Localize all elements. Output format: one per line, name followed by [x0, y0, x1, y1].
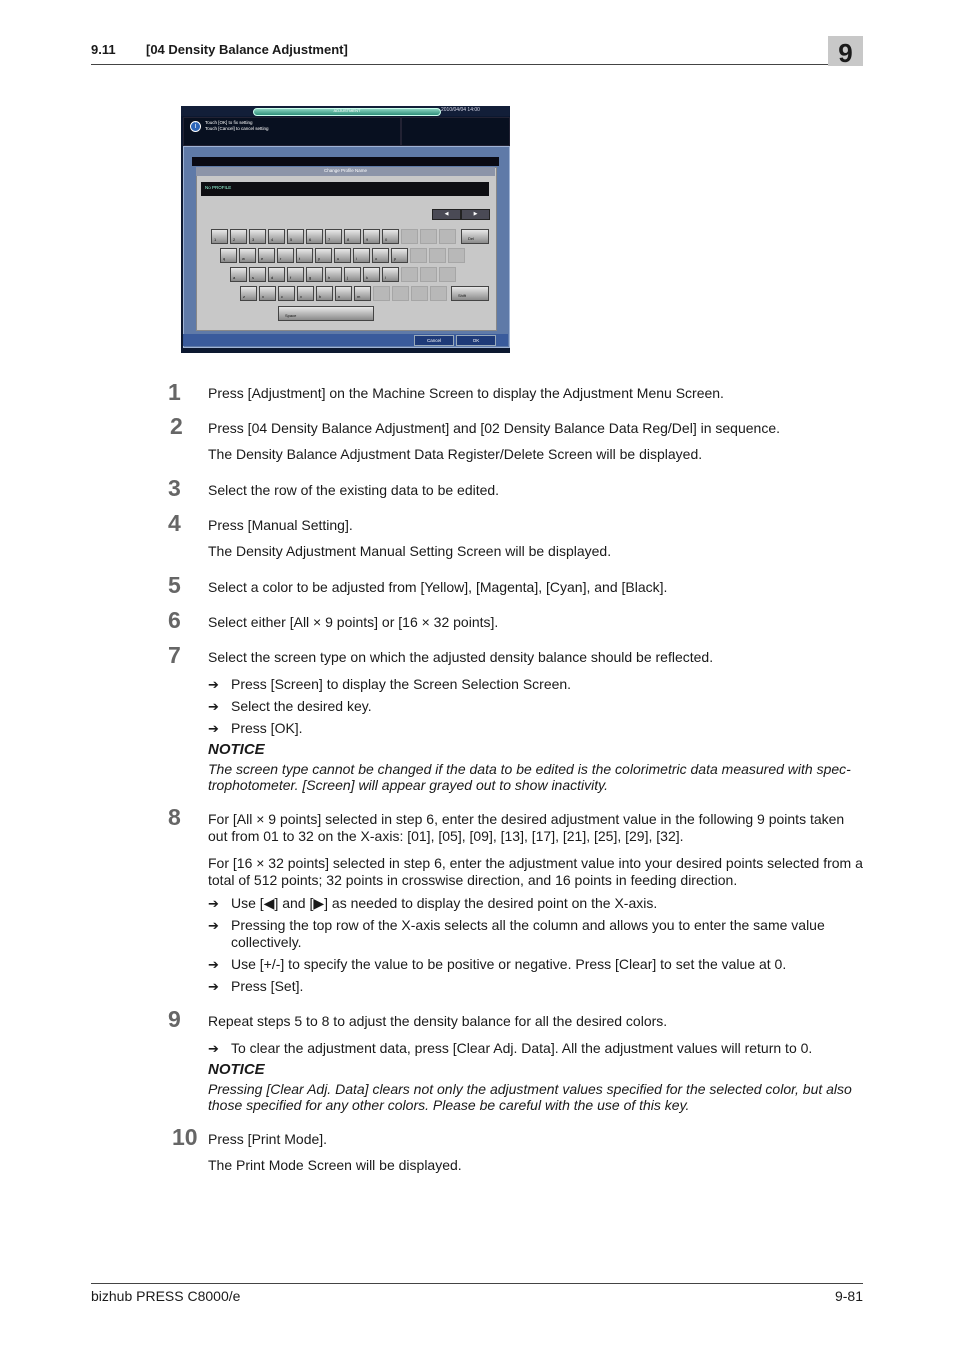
key-label: u: [337, 256, 340, 261]
disabled-key: [420, 229, 437, 244]
step-3-number: 3: [168, 475, 181, 501]
step-7-number: 7: [168, 642, 181, 668]
arrow-icon: ➔: [208, 677, 219, 692]
key-label: k: [366, 275, 368, 280]
key-label: m: [357, 294, 361, 299]
key-m[interactable]: [354, 286, 371, 301]
key-label: a: [233, 275, 236, 280]
key-w[interactable]: [239, 248, 256, 263]
disabled-key: [429, 248, 446, 263]
arrow-icon: ➔: [208, 979, 219, 994]
key-label: 5: [290, 237, 293, 242]
step-5-text: Select a color to be adjusted from [Yellow], [Magenta], [Cyan], and [Black].: [208, 579, 668, 595]
disabled-key: [448, 248, 465, 263]
key-e[interactable]: [258, 248, 275, 263]
key-1[interactable]: [211, 229, 228, 244]
key-g[interactable]: [306, 267, 323, 282]
key-3[interactable]: [249, 229, 266, 244]
key-v[interactable]: [297, 286, 314, 301]
panel-dark-bar: [192, 157, 499, 166]
key-z[interactable]: [240, 286, 257, 301]
key-label: 0: [385, 237, 388, 242]
key-b[interactable]: [316, 286, 333, 301]
key-k[interactable]: [363, 267, 380, 282]
key-4[interactable]: [268, 229, 285, 244]
key-label: w: [242, 256, 245, 261]
step-6-text: Select either [All × 9 points] or [16 × 32 points].: [208, 614, 499, 630]
key-y[interactable]: [315, 248, 332, 263]
footer-product: bizhub PRESS C8000/e: [91, 1288, 241, 1304]
key-label: h: [328, 275, 331, 280]
key-label: p: [394, 256, 397, 261]
step-4-result: The Density Adjustment Manual Setting Screen will be displayed.: [208, 543, 612, 559]
arrow-icon: ➔: [208, 721, 219, 736]
key-j[interactable]: [344, 267, 361, 282]
key-5[interactable]: [287, 229, 304, 244]
profile-name-value: No PROFILE: [205, 185, 232, 190]
step-5-number: 5: [168, 572, 181, 598]
section-title: [04 Density Balance Adjustment]: [146, 42, 348, 57]
panel-title-pill: [253, 108, 441, 116]
disabled-key: [401, 267, 418, 282]
key-label: g: [309, 275, 312, 280]
step-9-number: 9: [168, 1006, 181, 1032]
step-8-bullet-text: Pressing the top row of the X-axis selects all the column and allows you to enter the same value collectively.: [231, 917, 825, 950]
panel-message-line2: Touch [Cancel] to cancel setting: [205, 126, 269, 131]
key-0[interactable]: [382, 229, 399, 244]
panel-message-line1: Touch [OK] to fix setting: [205, 120, 253, 125]
key-s[interactable]: [249, 267, 266, 282]
dialog-title-bar: [196, 167, 495, 176]
panel-screenshot: [181, 106, 510, 353]
key-h[interactable]: [325, 267, 342, 282]
step-7-text: Select the screen type on which the adjusted density balance should be reflected.: [208, 649, 714, 665]
step-9-bullet-text: To clear the adjustment data, press [Clear Adj. Data]. All the adjustment values will return to 0.: [231, 1040, 813, 1056]
step-10-text: Press [Print Mode].: [208, 1131, 328, 1147]
shift-key[interactable]: [451, 286, 489, 301]
step-7-bullet-text: Press [Screen] to display the Screen Selection Screen.: [231, 676, 572, 692]
step-8-bullet-text: Press [Set].: [231, 978, 304, 994]
key-o[interactable]: [372, 248, 389, 263]
ok-button[interactable]: OK: [456, 335, 496, 346]
disabled-key: [439, 267, 456, 282]
step-2-number: 2: [170, 413, 183, 439]
key-8[interactable]: [344, 229, 361, 244]
disabled-key: [392, 286, 409, 301]
step-2-text: Press [04 Density Balance Adjustment] and [02 Density Balance Data Reg/Del] in sequence.: [208, 420, 780, 436]
key-label: j: [347, 275, 348, 280]
step-4-text: Press [Manual Setting].: [208, 517, 353, 533]
footer-page-number: 9-81: [834, 1288, 863, 1304]
notice-text: Pressing [Clear Adj. Data] clears not only the adjustment values specified for the selected color, but also those specified for any other colors. Please be careful with the use of this key.: [208, 1081, 852, 1113]
key-i[interactable]: [353, 248, 370, 263]
step-7-bullet-text: Press [OK].: [231, 720, 303, 736]
notice-heading: NOTICE: [208, 1061, 265, 1078]
cursor-right-button[interactable]: ▶: [461, 209, 490, 220]
del-key-label: Del: [468, 236, 475, 241]
arrow-icon: ➔: [208, 957, 219, 972]
step-8-bullet-text: Use [◀] and [▶] as needed to display the desired point on the X-axis.: [231, 895, 658, 911]
step-6-number: 6: [168, 607, 181, 633]
disabled-key: [420, 267, 437, 282]
key-label: t: [299, 256, 301, 261]
step-8-detail: For [16 × 32 points] selected in step 6, enter the adjustment value into your desired points selected from a total of 512 points; 32 points in crosswise direction, and 16 points in feeding direction.: [208, 855, 863, 888]
step-10-result: The Print Mode Screen will be displayed.: [208, 1157, 462, 1173]
key-q[interactable]: [220, 248, 237, 263]
info-icon: i: [190, 121, 201, 132]
key-label: o: [375, 256, 378, 261]
section-number: 9.11: [91, 42, 116, 57]
step-1-text: Press [Adjustment] on the Machine Screen to display the Adjustment Menu Screen.: [208, 385, 724, 401]
key-label: d: [271, 275, 274, 280]
step-10-number: 10: [172, 1124, 198, 1150]
key-t[interactable]: [296, 248, 313, 263]
key-label: 6: [309, 237, 312, 242]
key-label: 2: [233, 237, 236, 242]
key-l[interactable]: [382, 267, 399, 282]
key-label: 4: [271, 237, 274, 242]
arrow-icon: ➔: [208, 699, 219, 714]
key-a[interactable]: [230, 267, 247, 282]
footer-rule: [91, 1283, 863, 1284]
step-8-number: 8: [168, 804, 181, 830]
step-7-bullet-text: Select the desired key.: [231, 698, 372, 714]
notice-text: The screen type cannot be changed if the data to be edited is the colorimetric data measured with spec-trophotometer. [Screen] will appear grayed out to show inactivity.: [208, 761, 851, 793]
key-9[interactable]: [363, 229, 380, 244]
dialog-title: Change Profile Name: [323, 168, 368, 173]
chapter-number: 9: [838, 38, 853, 68]
step-8-text: For [All × 9 points] selected in step 6, enter the desired adjustment value in the following 9 points taken out from 01 to 32 on the X-axis: [01], [05], [09], [13], [17], [21], [25], [29], [32].: [208, 811, 845, 844]
key-label: s: [252, 275, 254, 280]
disabled-key: [430, 286, 447, 301]
step-2-result: The Density Balance Adjustment Data Register/Delete Screen will be displayed.: [208, 446, 703, 462]
key-label: c: [281, 294, 283, 299]
disabled-key: [411, 286, 428, 301]
key-p[interactable]: [391, 248, 408, 263]
key-label: b: [319, 294, 322, 299]
space-key[interactable]: [278, 306, 374, 321]
disabled-key: [439, 229, 456, 244]
key-r[interactable]: [277, 248, 294, 263]
key-f[interactable]: [287, 267, 304, 282]
message-area-right: [401, 117, 510, 146]
key-7[interactable]: [325, 229, 342, 244]
key-label: 3: [252, 237, 255, 242]
key-label: f: [290, 275, 292, 280]
step-4-number: 4: [168, 510, 181, 536]
arrow-icon: ➔: [208, 918, 219, 933]
panel-title: ADJUSTMENT: [333, 108, 361, 113]
key-d[interactable]: [268, 267, 285, 282]
key-x[interactable]: [259, 286, 276, 301]
cancel-button[interactable]: Cancel: [414, 335, 454, 346]
notice-heading: NOTICE: [208, 741, 265, 758]
del-key[interactable]: [461, 229, 489, 244]
space-key-label: Space: [285, 313, 297, 318]
key-label: r: [280, 256, 282, 261]
key-label: e: [261, 256, 264, 261]
key-u[interactable]: [334, 248, 351, 263]
cursor-left-button[interactable]: ◀: [432, 209, 461, 220]
key-label: i: [356, 256, 357, 261]
key-n[interactable]: [335, 286, 352, 301]
disabled-key: [410, 248, 427, 263]
disabled-key: [373, 286, 390, 301]
step-1-number: 1: [168, 379, 181, 405]
key-label: n: [338, 294, 341, 299]
header-rule: [91, 64, 863, 65]
panel-message: [205, 120, 269, 132]
key-label: l: [385, 275, 386, 280]
key-2[interactable]: [230, 229, 247, 244]
key-c[interactable]: [278, 286, 295, 301]
panel-datetime: 2010/04/04 14:00: [441, 107, 480, 113]
key-label: x: [262, 294, 264, 299]
key-label: 1: [214, 237, 217, 242]
arrow-icon: ➔: [208, 896, 219, 911]
step-8-bullet-text: Use [+/-] to specify the value to be positive or negative. Press [Clear] to set the value at 0.: [231, 956, 787, 972]
arrow-icon: ➔: [208, 1041, 219, 1056]
step-9-text: Repeat steps 5 to 8 to adjust the density balance for all the desired colors.: [208, 1013, 668, 1029]
key-label: 9: [366, 237, 369, 242]
shift-key-label: Shift: [458, 293, 467, 298]
key-6[interactable]: [306, 229, 323, 244]
key-label: v: [300, 294, 302, 299]
key-label: z: [243, 294, 245, 299]
key-label: 7: [328, 237, 331, 242]
key-label: y: [318, 256, 320, 261]
key-label: 8: [347, 237, 350, 242]
key-label: q: [223, 256, 226, 261]
step-3-text: Select the row of the existing data to be edited.: [208, 482, 500, 498]
profile-name-input[interactable]: [201, 182, 489, 196]
disabled-key: [401, 229, 418, 244]
